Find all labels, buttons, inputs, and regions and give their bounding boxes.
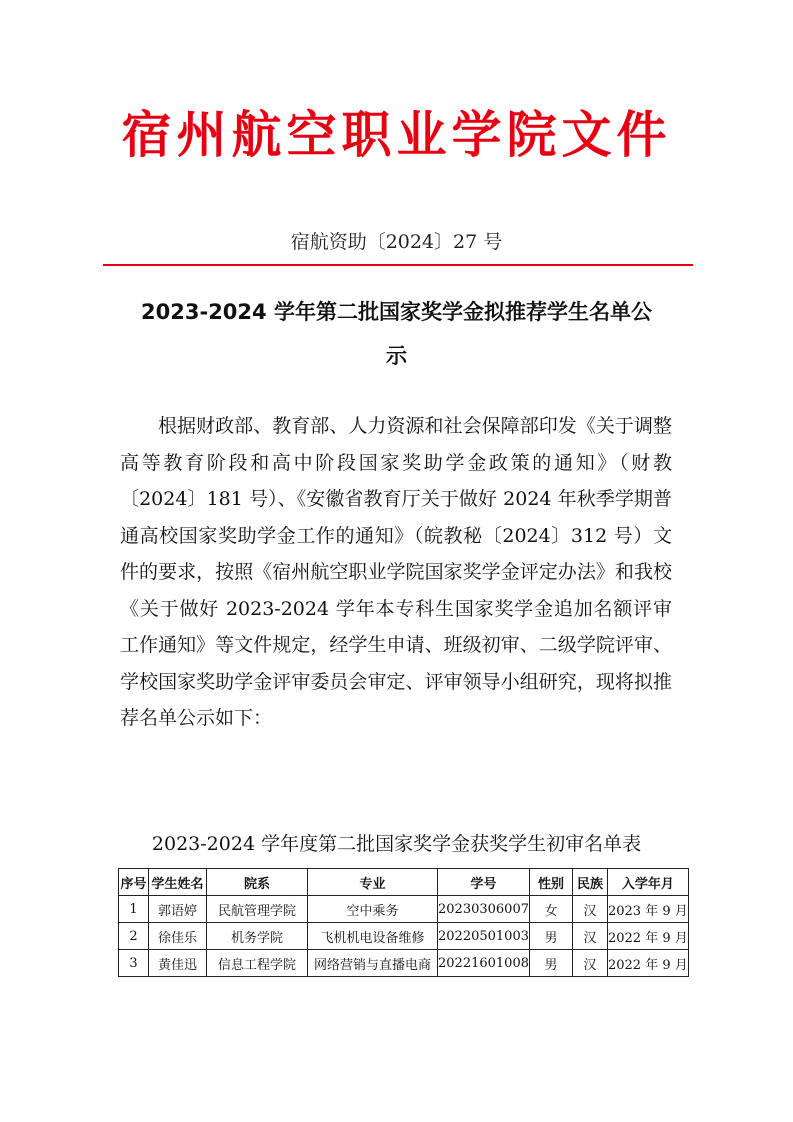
scholarship-roster-table: [118, 868, 689, 977]
cell-student-id: 20221601008: [438, 950, 530, 977]
cell-major: 飞机机电设备维修: [308, 923, 438, 950]
cell-seq: 1: [119, 896, 149, 923]
table-header-row: [119, 869, 689, 896]
table-row: [119, 896, 689, 923]
table-row: [119, 950, 689, 977]
header-student-id: 学号: [438, 869, 530, 896]
header-ethnicity: 民族: [572, 869, 607, 896]
header-gender: 性别: [529, 869, 572, 896]
header-seq: 序号: [119, 869, 149, 896]
body-paragraph: 根据财政部、教育部、人力资源和社会保障部印发《关于调整高等教育阶段和高中阶段国家奖助学金政策的通知》（财教〔2024〕181 号）、《安徽省教育厅关于做好 2024 年秋季学期普通高校国家奖助学金工作的通知》（皖教秘〔2024〕312 号）文件的要求，按照《宿州航空职业学院国家奖学金评定办法》和我校《关于做好 2023-2024 学年本专科生国家奖学金追加名额评审工作通知》等文件规定，经学生申请、班级初审、二级学院评审、学校国家奖助学金评审委员会审定、评审领导小组研究，现将拟推荐名单公示如下：: [120, 415, 672, 729]
document-title-line-1: 2023-2024 学年第二批国家奖学金拟推荐学生名单公: [141, 300, 652, 324]
document-title-line-2: 示: [386, 344, 407, 368]
header-red-divider: [103, 264, 693, 266]
cell-college: 民航管理学院: [207, 896, 308, 923]
document-body: [120, 408, 672, 737]
cell-enrollment: 2022 年 9 月: [607, 950, 688, 977]
header-college: 院系: [207, 869, 308, 896]
cell-ethnicity: 汉: [572, 896, 607, 923]
cell-ethnicity: 汉: [572, 923, 607, 950]
cell-college: 机务学院: [207, 923, 308, 950]
cell-name: 黄佳迅: [149, 950, 207, 977]
cell-enrollment: 2022 年 9 月: [607, 923, 688, 950]
header-name: 学生姓名: [149, 869, 207, 896]
document-masthead: 宿州航空职业学院文件: [121, 106, 672, 164]
cell-student-id: 20230306007: [438, 896, 530, 923]
cell-major: 空中乘务: [308, 896, 438, 923]
table-title: 2023-2024 学年度第二批国家奖学金获奖学生初审名单表: [151, 833, 642, 855]
cell-seq: 2: [119, 923, 149, 950]
cell-gender: 男: [529, 950, 572, 977]
cell-major: 网络营销与直播电商: [308, 950, 438, 977]
cell-gender: 女: [529, 896, 572, 923]
header-major: 专业: [308, 869, 438, 896]
cell-ethnicity: 汉: [572, 950, 607, 977]
cell-student-id: 20220501003: [438, 923, 530, 950]
cell-name: 郭语婷: [149, 896, 207, 923]
document-title: [100, 290, 693, 378]
cell-enrollment: 2023 年 9 月: [607, 896, 688, 923]
document-number: 宿航资助〔2024〕27 号: [290, 231, 503, 253]
table-row: [119, 923, 689, 950]
cell-gender: 男: [529, 923, 572, 950]
header-enrollment: 入学年月: [607, 869, 688, 896]
cell-seq: 3: [119, 950, 149, 977]
cell-name: 徐佳乐: [149, 923, 207, 950]
cell-college: 信息工程学院: [207, 950, 308, 977]
